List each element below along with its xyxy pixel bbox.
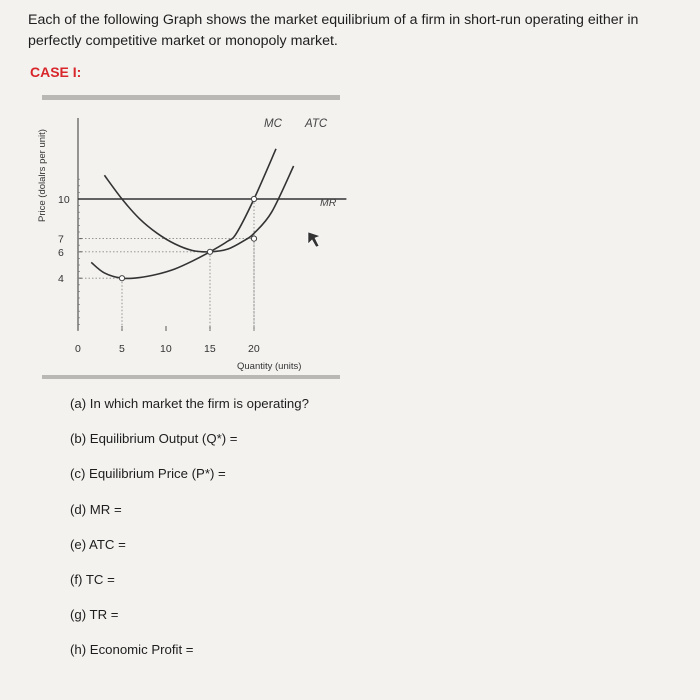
data-point: [119, 276, 124, 281]
x-tick-label: 15: [204, 343, 216, 355]
x-tick-label: 20: [248, 343, 260, 355]
question-h: (h) Economic Profit =: [70, 642, 194, 657]
question-a: (a) In which market the firm is operating?: [70, 396, 309, 411]
question-intro: Each of the following Graph shows the market equilibrium of a firm in short-run operating either in perfectly competitive market or monopoly market.: [28, 12, 639, 49]
data-point: [251, 196, 256, 201]
mc-label: MC: [264, 118, 282, 130]
y-tick-label: 10: [58, 194, 70, 206]
series-mc-line: [91, 149, 276, 279]
question-c: (c) Equilibrium Price (P*) =: [70, 466, 226, 481]
question-g: (g) TR =: [70, 607, 119, 622]
y-tick-label: 4: [58, 273, 64, 286]
x-tick-label: 0: [75, 343, 81, 355]
atc-label: ATC: [305, 118, 328, 130]
x-tick-label: 5: [119, 343, 125, 355]
y-tick-label: 6: [58, 246, 64, 259]
y-axis-label: Price (dolalrs per unit): [37, 129, 48, 222]
series-atc-line: [104, 166, 293, 252]
case-label: CASE I:: [30, 64, 82, 80]
graph-top-bar: [42, 95, 340, 100]
data-point: [207, 249, 212, 254]
question-d: (d) MR =: [70, 502, 122, 517]
question-e: (e) ATC =: [70, 537, 126, 552]
mr-label: MR: [320, 197, 337, 209]
data-point: [251, 236, 256, 241]
graph-bottom-bar: [42, 375, 340, 379]
x-tick-label: 10: [160, 343, 172, 355]
x-axis-label: Quantity (units): [237, 361, 302, 372]
question-b: (b) Equilibrium Output (Q*) =: [70, 431, 238, 446]
y-tick-label: 7: [58, 233, 64, 246]
cursor-icon: [308, 232, 320, 247]
question-f: (f) TC =: [70, 572, 115, 587]
